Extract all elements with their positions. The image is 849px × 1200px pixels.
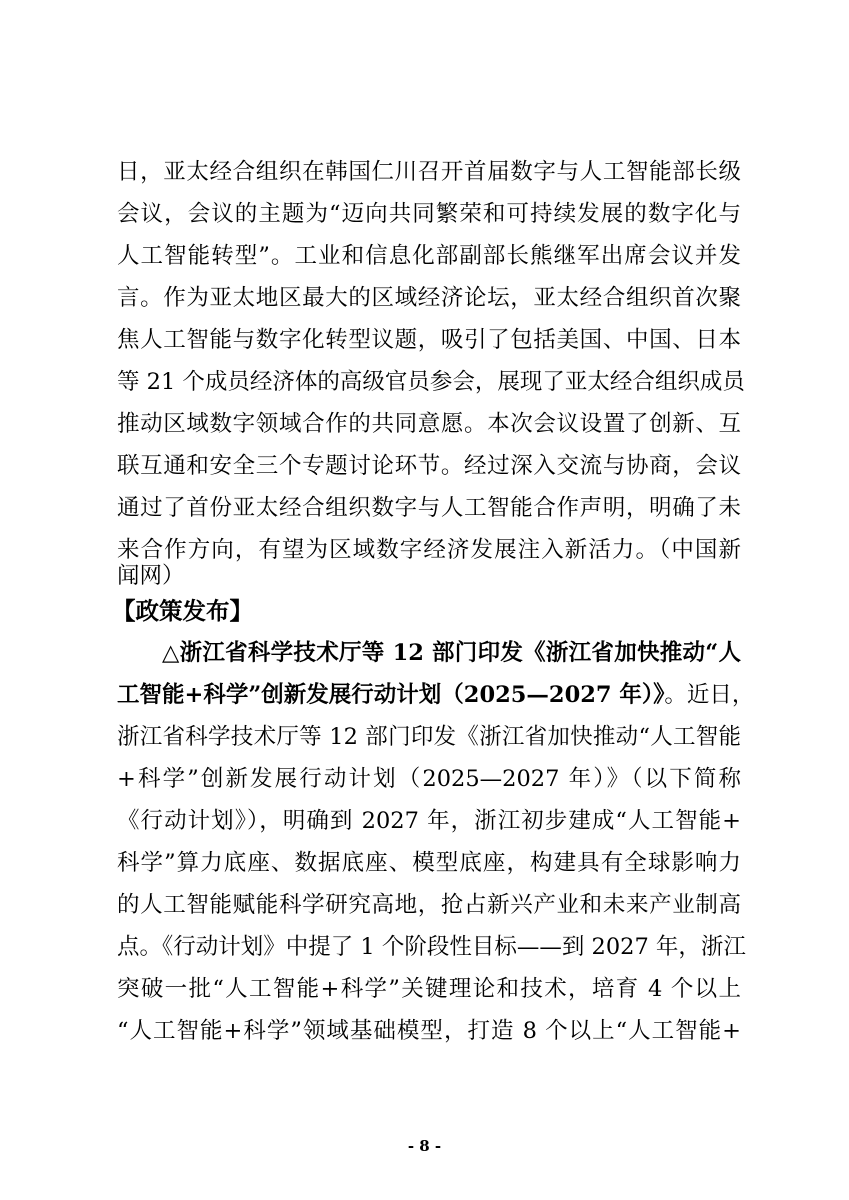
paragraph-line: 焦人工智能与数字化转型议题，吸引了包括美国、中国、日本: [117, 327, 741, 353]
article-title-line1: △浙江省科学技术厅等 12 部门印发《浙江省加快推动“人: [162, 640, 741, 666]
article-title-line2: [117, 682, 755, 708]
article-body-line: 的人工智能赋能科学研究高地，抢占新兴产业和未来产业制高: [117, 892, 741, 918]
page-number: - 8 -: [407, 1137, 442, 1155]
article-body-line: “人工智能+科学”领域基础模型，打造 8 个以上“人工智能+: [117, 1018, 741, 1044]
paragraph-line: 来合作方向，有望为区域数字经济发展注入新活力。（中国新: [117, 537, 741, 563]
article-body-line: 浙江省科学技术厅等 12 部门印发《浙江省加快推动“人工智能: [117, 724, 741, 750]
article-title-line2-bold: 工智能+科学”创新发展行动计划（2025—2027 年）》: [117, 682, 665, 708]
article-body-line: 突破一批“人工智能+科学”关键理论和技术，培育 4 个以上: [117, 976, 741, 1002]
paragraph-line-last: 闻网）: [117, 563, 185, 589]
article-title-line2-rest: 。近日，: [664, 682, 755, 708]
article-body-line: 点。《行动计划》中提了 1 个阶段性目标——到 2027 年，浙江: [117, 934, 746, 960]
paragraph-line: 通过了首份亚太经合组织数字与人工智能合作声明，明确了未: [117, 495, 741, 521]
paragraph-line: 等 21 个成员经济体的高级官员参会，展现了亚太经合组织成员: [117, 369, 745, 395]
paragraph-line: 会议，会议的主题为“迈向共同繁荣和可持续发展的数字化与: [117, 201, 741, 227]
article-body-line: 科学”算力底座、数据底座、模型底座，构建具有全球影响力: [117, 850, 741, 876]
paragraph-line: 人工智能转型”。工业和信息化部副部长熊继军出席会议并发: [117, 243, 741, 269]
paragraph-line: 言。作为亚太地区最大的区域经济论坛，亚太经合组织首次聚: [117, 285, 741, 311]
paragraph-line: 联互通和安全三个专题讨论环节。经过深入交流与协商，会议: [117, 453, 741, 479]
paragraph-line: 日，亚太经合组织在韩国仁川召开首届数字与人工智能部长级: [117, 159, 741, 185]
section-heading: 【政策发布】: [112, 597, 253, 625]
paragraph-line: 推动区域数字领域合作的共同意愿。本次会议设置了创新、互: [117, 411, 741, 437]
article-body-line: 《行动计划》），明确到 2027 年，浙江初步建成“人工智能+: [117, 808, 741, 834]
article-body-line: +科学”创新发展行动计划（2025—2027 年）》（以下简称: [117, 766, 741, 792]
